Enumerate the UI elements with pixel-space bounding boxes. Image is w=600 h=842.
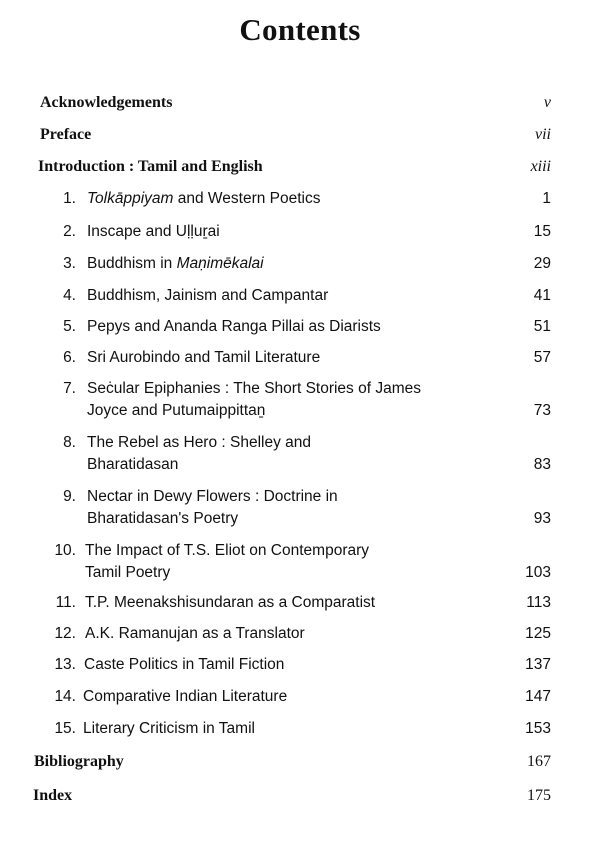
- chapter-number: 3.: [63, 255, 76, 272]
- chapter-number: 11.: [55, 594, 76, 611]
- chapter-title: Inscape and Uḷḷuṟai: [87, 223, 220, 240]
- chapter-page: 125: [525, 625, 551, 642]
- chapter-page: 93: [533, 510, 551, 527]
- chapter-title: Sri Aurobindo and Tamil Literature: [87, 349, 321, 366]
- chapter-title: Comparative Indian Literature: [83, 688, 288, 705]
- chapter-title: Literary Criticism in Tamil: [83, 720, 255, 737]
- chapter-number: 2.: [63, 223, 76, 240]
- chapter-title-line1: The Impact of T.S. Eliot on Contemporary: [85, 542, 370, 559]
- chapter-number: 15.: [54, 720, 76, 737]
- chapter-title-line2: Bharatidasan: [87, 456, 179, 473]
- page-title: Contents: [239, 12, 361, 47]
- toc-entry-page: 167: [527, 753, 551, 770]
- chapter-number: 14.: [54, 688, 76, 705]
- chapter-title-line2: Bharatidasan's Poetry: [87, 510, 239, 527]
- toc-entry-label: Index: [33, 787, 73, 804]
- chapter-number: 10.: [54, 542, 76, 559]
- chapter-page: 153: [525, 720, 551, 737]
- chapter-page: 73: [533, 402, 551, 419]
- toc-entry-label: Acknowledgements: [40, 94, 173, 111]
- chapter-title-rest: and Western Poetics: [173, 190, 321, 207]
- chapter-page: 83: [533, 456, 551, 473]
- chapter-page: 41: [533, 287, 551, 304]
- chapter-title-line2: Tamil Poetry: [85, 564, 171, 581]
- chapter-title-line1: The Rebel as Hero : Shelley and: [87, 434, 312, 451]
- chapter-number: 7.: [63, 380, 76, 397]
- chapter-title-italic: Maṇimēkalai: [176, 255, 264, 272]
- chapter-title: T.P. Meenakshisundaran as a Comparatist: [85, 594, 376, 611]
- chapter-number: 6.: [63, 349, 76, 366]
- toc-entry-page: 175: [527, 787, 551, 804]
- chapter-title: Buddhism, Jainism and Campantar: [87, 287, 329, 304]
- chapter-title: Pepys and Ananda Ranga Pillai as Diarists: [87, 318, 381, 335]
- toc-entry-page: v: [543, 94, 551, 111]
- chapter-title-line1: Seċular Epiphanies : The Short Stories of James: [87, 380, 421, 397]
- chapter-number: 12.: [54, 625, 76, 642]
- toc-entry-page: xiii: [530, 158, 551, 175]
- chapter-page: 103: [525, 564, 551, 581]
- chapter-number: 9.: [63, 488, 76, 505]
- toc-entry-page: vii: [535, 126, 551, 143]
- chapter-page: 29: [533, 255, 551, 272]
- toc-entry-label: Introduction : Tamil and English: [38, 158, 263, 175]
- chapter-number: 5.: [63, 318, 76, 335]
- chapter-number: 1.: [63, 190, 76, 207]
- toc-entry-label: Bibliography: [34, 753, 124, 770]
- chapter-title-italic: Tolkāppiyam: [87, 190, 174, 207]
- chapter-page: 147: [525, 688, 551, 705]
- chapter-number: 13.: [54, 656, 76, 673]
- chapter-page: 51: [533, 318, 551, 335]
- chapter-title: Caste Politics in Tamil Fiction: [84, 656, 285, 673]
- chapter-page: 1: [542, 190, 551, 207]
- chapter-page: 15: [533, 223, 551, 240]
- toc-entry-label: Preface: [40, 126, 92, 143]
- chapter-title: [87, 253, 264, 275]
- chapter-title-lead: Buddhism in: [87, 255, 177, 272]
- chapter-title: A.K. Ramanujan as a Translator: [85, 625, 305, 642]
- chapter-page: 137: [525, 656, 551, 673]
- chapter-title-line1: Nectar in Dewy Flowers : Doctrine in: [87, 488, 338, 505]
- chapter-title: [87, 188, 321, 210]
- chapter-number: 8.: [63, 434, 76, 451]
- chapter-page: 113: [526, 594, 551, 611]
- chapter-number: 4.: [63, 287, 76, 304]
- chapter-page: 57: [533, 349, 551, 366]
- chapter-title-line2: Joyce and Putumaippittaṉ: [87, 402, 266, 419]
